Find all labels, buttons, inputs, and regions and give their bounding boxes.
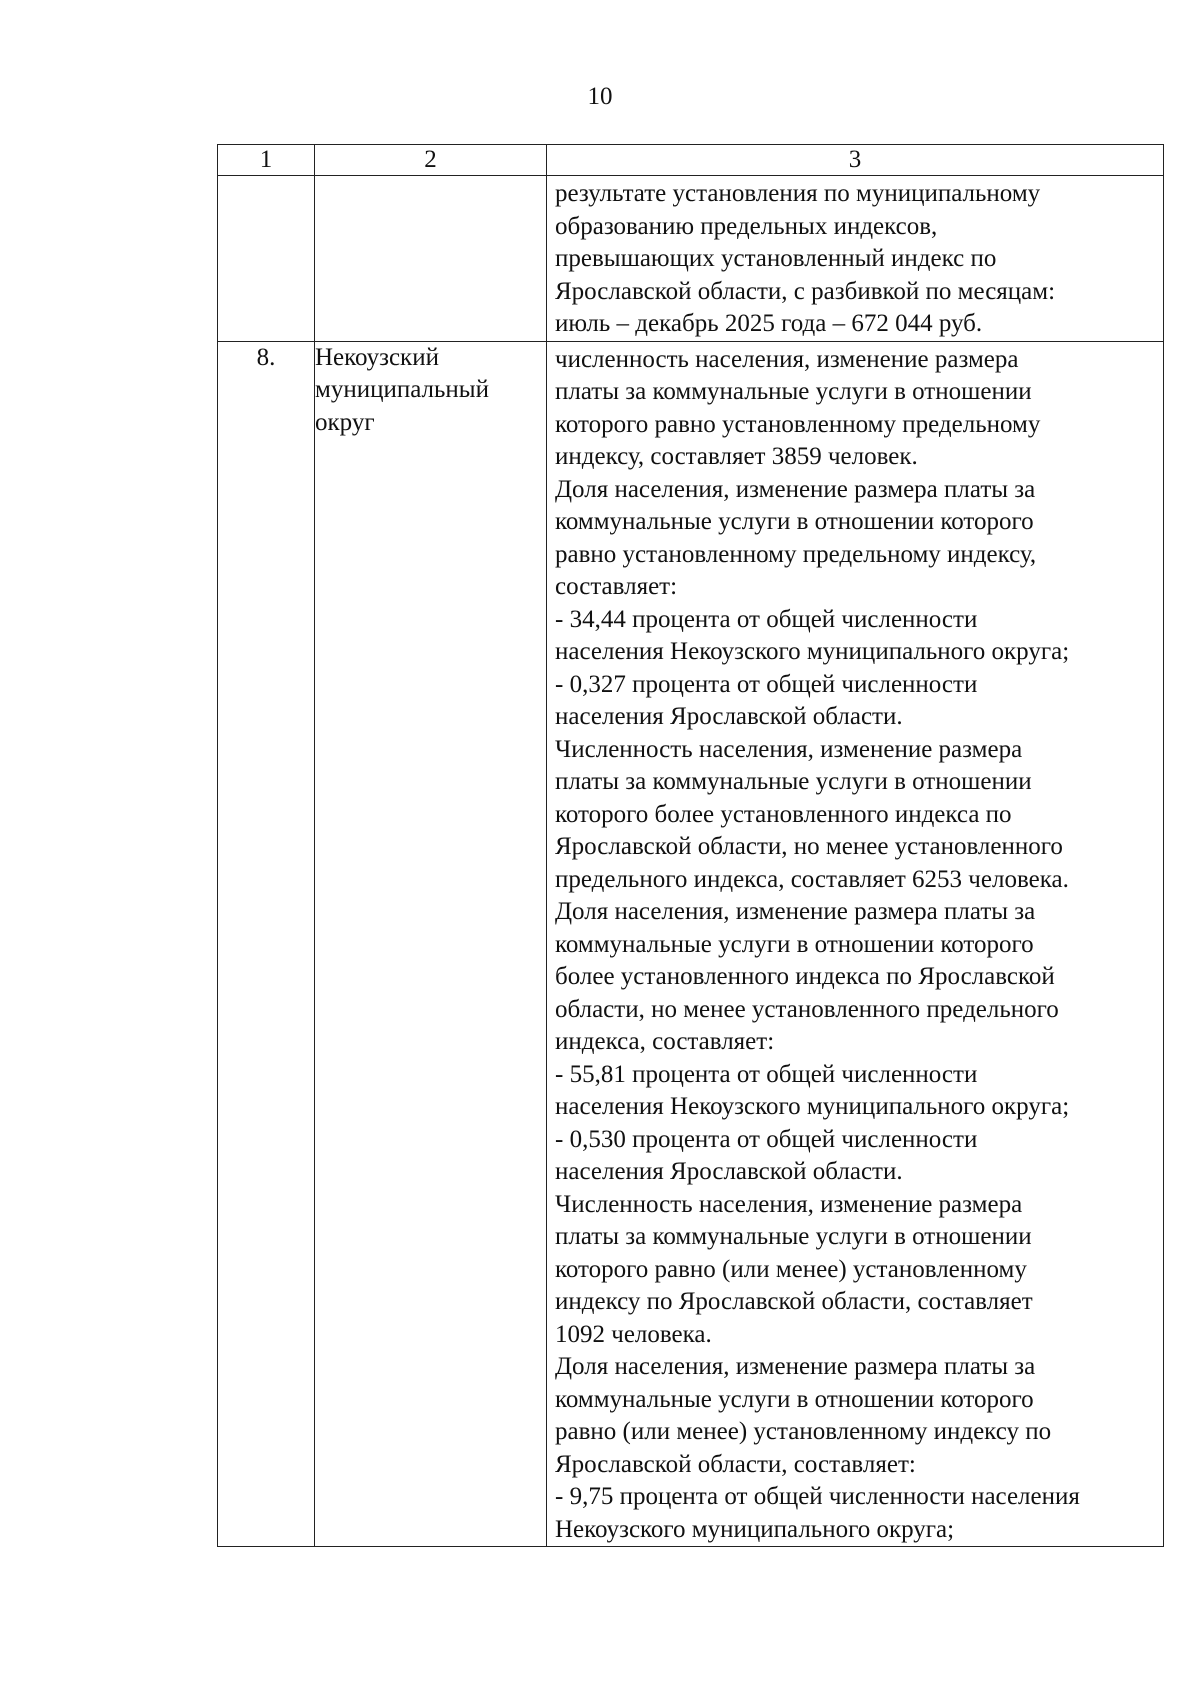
row-name-cell bbox=[315, 176, 547, 342]
text-line: численность населения, изменение размера bbox=[555, 345, 1019, 373]
text-line: которого равно (или менее) установленному bbox=[555, 1255, 1027, 1283]
row-number: 8. bbox=[218, 341, 315, 1547]
text-line: 1092 человека. bbox=[555, 1320, 712, 1348]
text-line: равно (или менее) установленному индексу по bbox=[555, 1418, 1052, 1445]
text-line: - 34,44 процента от общей численности bbox=[555, 605, 978, 633]
text-line: коммунальные услуги в отношении которого bbox=[555, 1385, 1034, 1413]
text-line: - 9,75 процента от общей численности населения bbox=[555, 1483, 1080, 1510]
text-line: населения Некоузского муниципального округа; bbox=[555, 638, 1070, 665]
row-text-cell bbox=[547, 176, 1164, 342]
text-line: июль – декабрь 2025 года – 672 044 руб. bbox=[555, 310, 983, 337]
text-line: - 0,530 процента от общей численности bbox=[555, 1125, 978, 1153]
table-header-row bbox=[218, 145, 1164, 176]
document-table bbox=[217, 144, 1164, 1547]
text-line: предельного индекса, составляет 6253 человека. bbox=[555, 865, 1069, 893]
text-line: Доля населения, изменение размера платы за bbox=[555, 1353, 1036, 1380]
text-line: платы за коммунальные услуги в отношении bbox=[555, 768, 1032, 795]
row-number-cell bbox=[218, 176, 315, 342]
text-line: Ярославской области, но менее установленного bbox=[555, 833, 1063, 860]
column-header-3: 3 bbox=[547, 145, 1164, 176]
text-line: платы за коммунальные услуги в отношении bbox=[555, 378, 1032, 405]
text-line: которого равно установленному предельному bbox=[555, 410, 1041, 438]
text-line: Доля населения, изменение размера платы за bbox=[555, 898, 1036, 925]
municipality-name-line: муниципальный bbox=[315, 376, 489, 403]
table-row-8 bbox=[218, 341, 1164, 1547]
text-line: более установленного индекса по Ярославской bbox=[555, 963, 1055, 990]
text-line: превышающих установленный индекс по bbox=[555, 245, 997, 272]
text-line: образованию предельных индексов, bbox=[555, 212, 938, 240]
text-line: - 0,327 процента от общей численности bbox=[555, 670, 978, 698]
table-row-continuation bbox=[218, 176, 1164, 342]
column-header-2: 2 bbox=[315, 145, 547, 176]
text-line: коммунальные услуги в отношении которого bbox=[555, 508, 1034, 535]
text-line: Ярославской области, с разбивкой по месяцам: bbox=[555, 277, 1056, 305]
text-line: результате установления по муниципальному bbox=[555, 180, 1041, 207]
text-line: Доля населения, изменение размера платы за bbox=[555, 475, 1036, 503]
municipality-name-line: округ bbox=[315, 408, 375, 436]
column-header-1: 1 bbox=[218, 145, 315, 176]
text-line: которого более установленного индекса по bbox=[555, 800, 1012, 828]
text-line: коммунальные услуги в отношении которого bbox=[555, 930, 1034, 958]
text-line: составляет: bbox=[555, 573, 678, 600]
text-line: населения Ярославской области. bbox=[555, 1158, 903, 1185]
text-line: Численность населения, изменение размера bbox=[555, 1190, 1023, 1218]
text-line: равно установленному предельному индексу, bbox=[555, 540, 1037, 568]
text-line: платы за коммунальные услуги в отношении bbox=[555, 1223, 1032, 1250]
text-line: индексу по Ярославской области, составляет bbox=[555, 1288, 1033, 1315]
text-line: Некоузского муниципального округа; bbox=[555, 1515, 955, 1543]
text-line: индексу, составляет 3859 человек. bbox=[555, 443, 918, 470]
text-line: Ярославской области, составляет: bbox=[555, 1450, 916, 1478]
text-line: индекса, составляет: bbox=[555, 1028, 775, 1055]
row-text-cell bbox=[547, 341, 1164, 1547]
text-line: области, но менее установленного предельного bbox=[555, 995, 1059, 1023]
text-line: населения Ярославской области. bbox=[555, 703, 903, 730]
text-line: - 55,81 процента от общей численности bbox=[555, 1060, 978, 1088]
municipality-name-line: Некоузский bbox=[315, 343, 439, 371]
text-line: Численность населения, изменение размера bbox=[555, 735, 1023, 763]
text-line: населения Некоузского муниципального округа; bbox=[555, 1093, 1070, 1120]
row-name-cell bbox=[315, 341, 547, 1547]
page-number: 10 bbox=[587, 83, 613, 110]
